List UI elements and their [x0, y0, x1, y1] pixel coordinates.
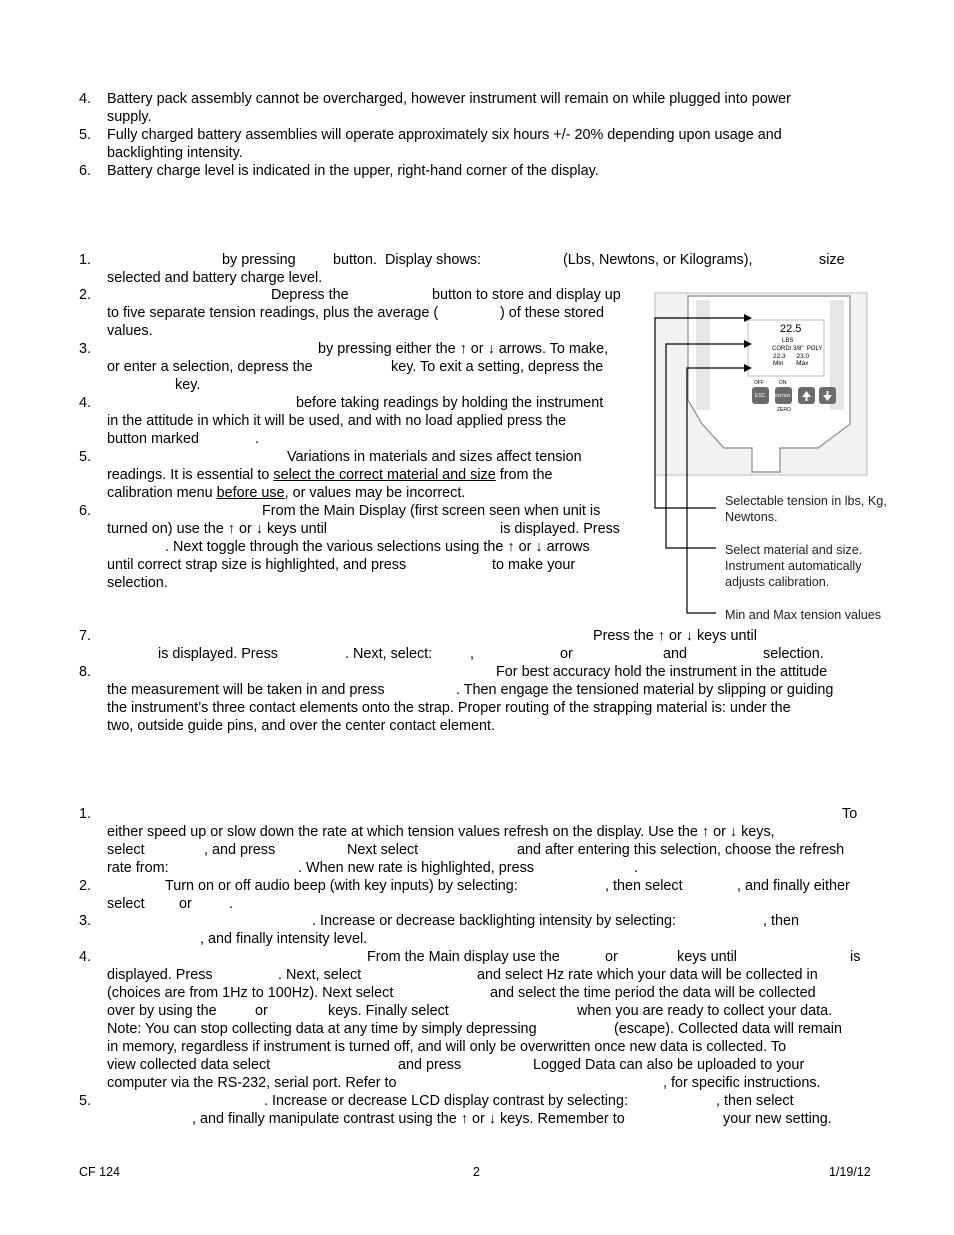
- text-fragment: button marked: [107, 431, 199, 447]
- text-fragment: , then select: [605, 878, 683, 894]
- footer-date: 1/19/12: [829, 1165, 871, 1179]
- text-fragment: until correct strap size is highlighted, and press: [107, 557, 407, 573]
- text-fragment: the instrument’s three contact elements onto the strap. Proper routing of the strapping material is: under the: [107, 700, 791, 716]
- text-fragment: turned on) use the ↑ or ↓ keys until: [107, 521, 327, 537]
- text-line: readings. It is essential to select the correct material and size from the: [107, 467, 553, 483]
- figure-caption: adjusts calibration.: [725, 575, 830, 589]
- page-number: 2: [473, 1165, 480, 1179]
- text-fragment: . Increase or decrease backlighting intensity by selecting:: [312, 913, 676, 929]
- display-material: CORD/ 3/8" POLY: [772, 346, 823, 352]
- figure-caption: Selectable tension in lbs, Kg,: [725, 494, 887, 508]
- text-fragment: ,: [470, 646, 474, 662]
- text-fragment: . When new rate is highlighted, press: [298, 860, 534, 876]
- text-fragment: by pressing: [222, 252, 296, 268]
- text-fragment: (escape). Collected data will remain: [614, 1021, 842, 1037]
- list-number: 3.: [79, 913, 92, 929]
- text-fragment: and after entering this selection, choose the refresh: [517, 842, 845, 858]
- display-unit: LBS: [782, 338, 794, 344]
- text-fragment: values.: [107, 323, 153, 339]
- text-fragment: two, outside guide pins, and over the center contact element.: [107, 718, 495, 734]
- text-fragment: Next select: [347, 842, 419, 858]
- text-fragment: keys. Finally select: [328, 1003, 449, 1019]
- footer-document-id: CF 124: [79, 1165, 120, 1179]
- text-fragment: computer via the RS-232, serial port. Refer to: [107, 1075, 397, 1091]
- text-fragment: , and finally intensity level.: [200, 931, 368, 947]
- text-fragment: .: [229, 896, 233, 912]
- text-fragment: , and finally manipulate contrast using the ↑ or ↓ keys. Remember to: [192, 1111, 625, 1127]
- list-number: 5.: [79, 449, 92, 465]
- list-number: 4.: [79, 395, 92, 411]
- text-fragment: by pressing either the ↑ or ↓ arrows. To make,: [318, 341, 609, 357]
- text-fragment: selection.: [763, 646, 824, 662]
- text-fragment: and: [663, 646, 688, 662]
- text-fragment: .: [255, 431, 259, 447]
- list-item-text: Battery charge level is indicated in the upper, right-hand corner of the display.: [107, 163, 599, 179]
- list-number: 1.: [79, 806, 92, 822]
- text-fragment: . Then engage the tensioned material by slipping or guiding: [456, 682, 834, 698]
- text-fragment: to five separate tension readings, plus the average (: [107, 305, 439, 321]
- text-fragment: From the Main Display (first screen seen when unit is: [262, 503, 601, 519]
- esc-key: ESC: [755, 393, 766, 399]
- text-fragment: displayed. Press: [107, 967, 213, 983]
- text-fragment: For best accuracy hold the instrument in the attitude: [496, 664, 828, 680]
- text-fragment: or: [605, 949, 618, 965]
- text-fragment: From the Main display use the: [367, 949, 560, 965]
- text-fragment: , then select: [716, 1093, 794, 1109]
- text-fragment: button. Display shows:: [333, 252, 481, 268]
- text-fragment: , and finally either: [737, 878, 850, 894]
- key-on-label: ON: [779, 380, 787, 386]
- figure-caption: Select material and size.: [725, 543, 863, 557]
- list-item-text: supply.: [107, 109, 152, 125]
- text-fragment: .: [634, 860, 638, 876]
- text-fragment: key. To exit a setting, depress the: [391, 359, 604, 375]
- instrument-figure: [640, 290, 887, 630]
- text-fragment: (choices are from 1Hz to 100Hz). Next select: [107, 985, 394, 1001]
- text-fragment: Logged Data can also be uploaded to your: [533, 1057, 805, 1073]
- text-fragment: or: [255, 1003, 268, 1019]
- text-fragment: to make your: [492, 557, 576, 573]
- list-number: 3.: [79, 341, 92, 357]
- zero-label: ZERO: [777, 407, 791, 413]
- text-fragment: , for specific instructions.: [663, 1075, 821, 1091]
- list-number: 4.: [79, 91, 92, 107]
- list-item-text: backlighting intensity.: [107, 145, 243, 161]
- text-fragment: and press: [398, 1057, 462, 1073]
- text-fragment: over by using the: [107, 1003, 217, 1019]
- display-value: 22.5: [780, 323, 802, 335]
- text-fragment: the measurement will be taken in and press: [107, 682, 385, 698]
- list-number: 2.: [79, 287, 92, 303]
- text-fragment: Variations in materials and sizes affect tension: [287, 449, 582, 465]
- text-fragment: . Next, select: [278, 967, 362, 983]
- text-fragment: is displayed. Press: [158, 646, 278, 662]
- text-fragment: in the attitude in which it will be used, and with no load applied press the: [107, 413, 567, 429]
- underlined-text: select the correct material and size: [273, 467, 496, 483]
- display-minmax-values: 22.3 23.0: [773, 353, 810, 360]
- key-off-label: OFF: [754, 380, 764, 386]
- text-fragment: and select Hz rate which your data will be collected in: [477, 967, 818, 983]
- text-fragment: (Lbs, Newtons, or Kilograms),: [563, 252, 753, 268]
- text-fragment: . Increase or decrease LCD display contrast by selecting:: [264, 1093, 628, 1109]
- list-number: 1.: [79, 252, 92, 268]
- text-fragment: key.: [175, 377, 201, 393]
- list-number: 8.: [79, 664, 92, 680]
- list-item-text: Fully charged battery assemblies will operate approximately six hours +/- 20% depending upon usage and: [107, 127, 782, 143]
- text-line: calibration menu before use, or values may be incorrect.: [107, 485, 466, 501]
- text-fragment: rate from:: [107, 860, 169, 876]
- text-fragment: view collected data select: [107, 1057, 271, 1073]
- text-fragment: and select the time period the data will be collected: [490, 985, 816, 1001]
- text-fragment: , and press: [204, 842, 276, 858]
- text-fragment: is: [850, 949, 861, 965]
- text-fragment: , then: [763, 913, 800, 929]
- list-number: 5.: [79, 1093, 92, 1109]
- text-fragment: select: [107, 842, 145, 858]
- text-fragment: . Next, select:: [345, 646, 433, 662]
- text-fragment: when you are ready to collect your data.: [577, 1003, 833, 1019]
- text-fragment: your new setting.: [723, 1111, 832, 1127]
- list-number: 6.: [79, 163, 92, 179]
- text-fragment: To: [842, 806, 858, 822]
- text-fragment: is displayed. Press: [500, 521, 620, 537]
- list-number: 2.: [79, 878, 92, 894]
- text-fragment: Turn on or off audio beep (with key inputs) by selecting:: [165, 878, 518, 894]
- text-fragment: selection.: [107, 575, 168, 591]
- text-fragment: keys until: [677, 949, 737, 965]
- text-fragment: selected and battery charge level.: [107, 270, 323, 286]
- text-fragment: button to store and display up: [432, 287, 621, 303]
- text-fragment: Press the ↑ or ↓ keys until: [593, 628, 757, 644]
- list-number: 5.: [79, 127, 92, 143]
- list-item-text: Battery pack assembly cannot be overcharged, however instrument will remain on while plugged into power: [107, 91, 791, 107]
- figure-caption: Min and Max tension values: [725, 608, 882, 622]
- text-fragment: select: [107, 896, 145, 912]
- text-fragment: Note: You can stop collecting data at any time by simply depressing: [107, 1021, 537, 1037]
- text-fragment: ) of these stored: [500, 305, 604, 321]
- figure-caption: Newtons.: [725, 510, 778, 524]
- text-fragment: or: [560, 646, 573, 662]
- text-fragment: . Next toggle through the various selections using the ↑ or ↓ arrows: [165, 539, 590, 555]
- list-number: 4.: [79, 949, 92, 965]
- enter-key: ENTER: [775, 393, 791, 398]
- text-fragment: before taking readings by holding the instrument: [296, 395, 604, 411]
- list-number: 6.: [79, 503, 92, 519]
- display-minmax-labels: Min Max: [773, 360, 809, 367]
- figure-caption: Instrument automatically: [725, 559, 862, 573]
- text-fragment: in memory, regardless if instrument is turned off, and will only be overwritten once new data is collected. To: [107, 1039, 787, 1055]
- text-fragment: or enter a selection, depress the: [107, 359, 313, 375]
- list-number: 7.: [79, 628, 92, 644]
- text-fragment: Depress the: [271, 287, 349, 303]
- underlined-text: before use: [216, 485, 285, 501]
- text-fragment: size: [819, 252, 845, 268]
- text-fragment: or: [179, 896, 192, 912]
- text-fragment: either speed up or slow down the rate at which tension values refresh on the display. Use the ↑ or ↓ keys,: [107, 824, 775, 840]
